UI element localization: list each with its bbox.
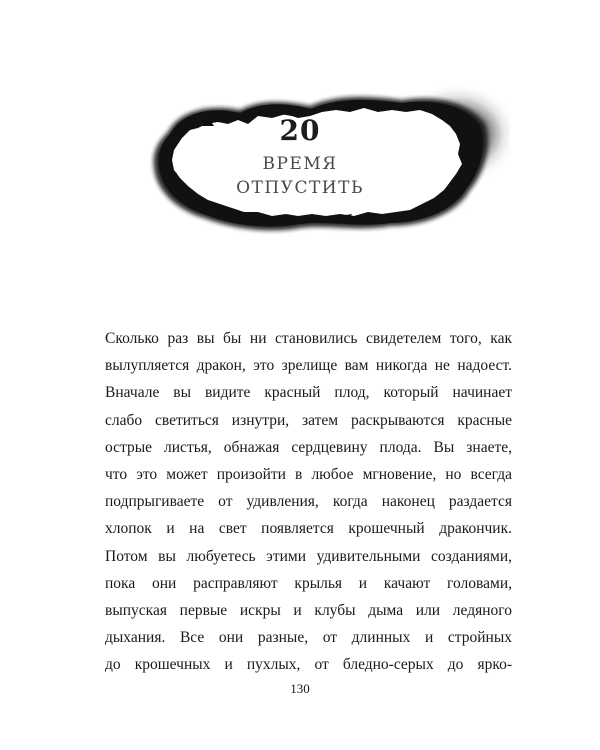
text-line: Сколько раз вы бы ни становились свидетелем того, как <box>105 330 512 347</box>
text-line: острые листья, обнажая сердцевину плода. Вы знаете, <box>105 438 512 456</box>
text-line: Вначале вы видите красный плод, который начинает <box>105 384 512 402</box>
text-line: выпуская первые искры и клубы дыма или ледяного <box>105 601 512 619</box>
chapter-title-line-2: ОТПУСТИТЬ <box>236 178 364 198</box>
text-line: слабо светиться изнутри, затем раскрываются красные <box>105 411 512 429</box>
text-line: до крошечных и пухлых, от бледно-серых до ярко- <box>105 656 512 674</box>
text-line: вылупляется дракон, это зрелище вам никогда не надоест. <box>105 357 512 375</box>
page-number: 130 <box>290 681 310 696</box>
text-line: подпрыгиваете от удивления, когда наконец раздается <box>105 493 512 511</box>
text-line: дыхания. Все они разные, от длинных и стройных <box>105 629 512 647</box>
text-line: что это может произойти в любое мгновение, но всегда <box>105 465 512 483</box>
text-line: хлопок и на свет появляется крошечный дракончик. <box>105 520 512 538</box>
chapter-title-line-1: ВРЕМЯ <box>262 154 338 174</box>
chapter-number: 20 <box>279 114 321 147</box>
text-line: пока они расправляют крылья и качают головами, <box>105 574 512 592</box>
text-line: Потом вы любуетесь этими удивительными созданиями, <box>105 547 512 565</box>
body-paragraph <box>105 325 512 678</box>
